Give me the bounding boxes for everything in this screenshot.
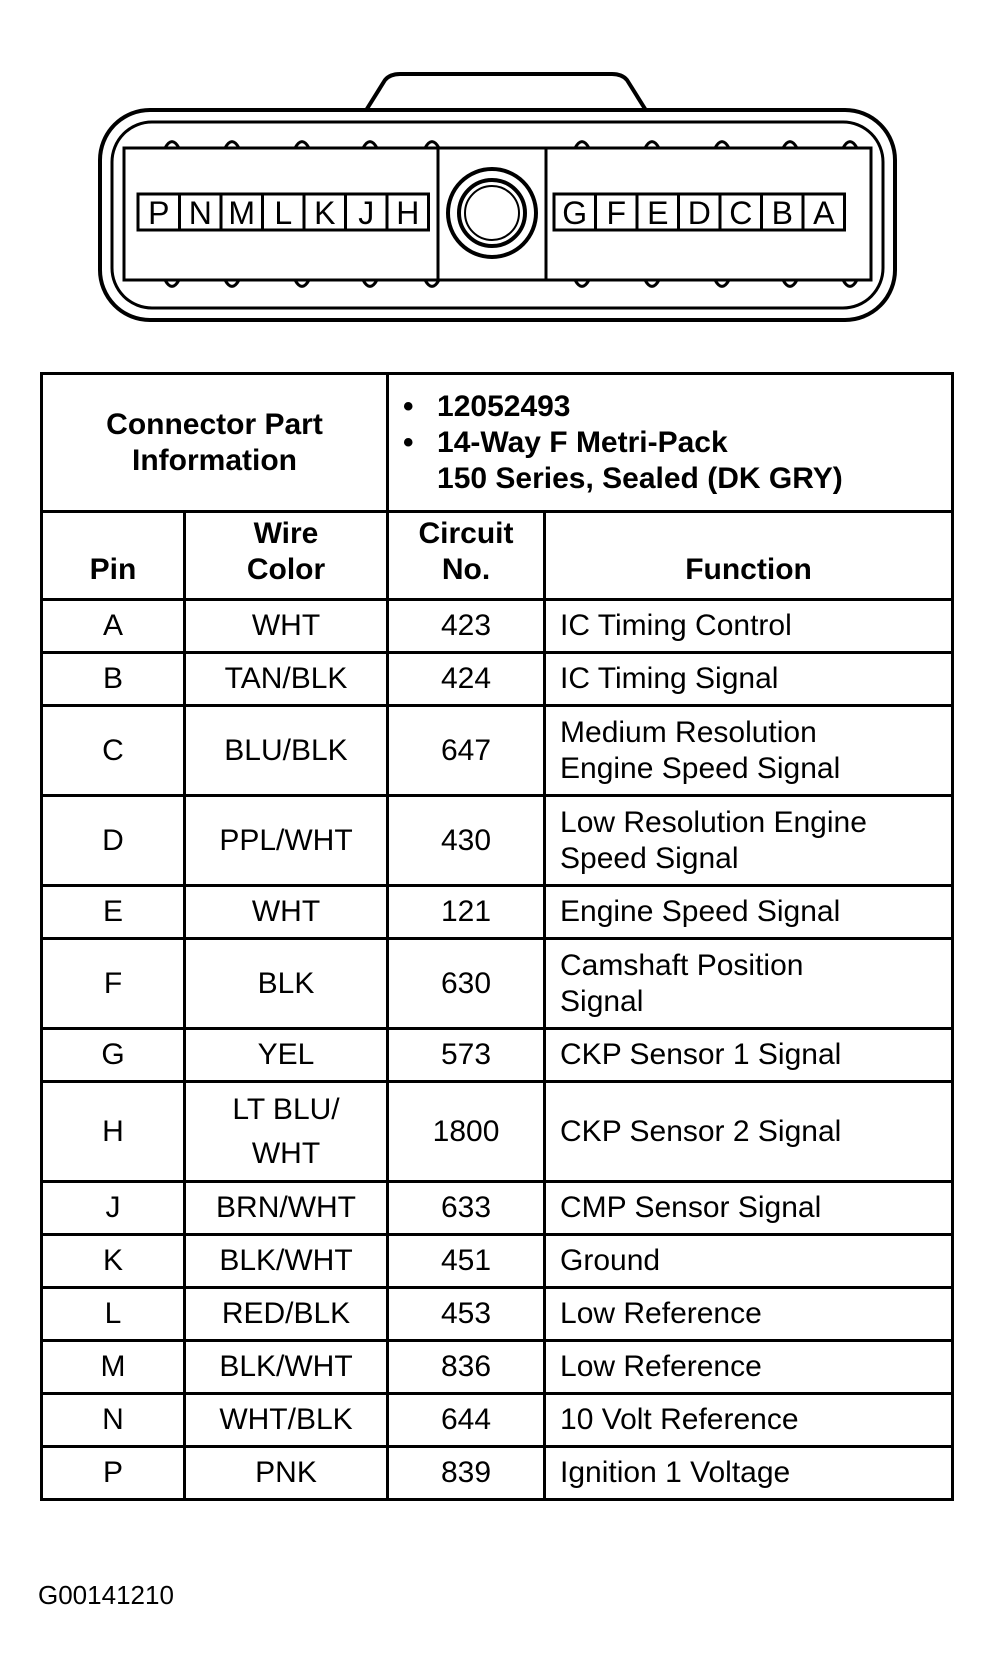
wire-color: BLK/WHT xyxy=(185,1235,388,1288)
pin-cavity-K xyxy=(304,194,346,231)
left-pin-row xyxy=(138,194,429,231)
pin-row-C xyxy=(42,706,953,796)
connector-face-diagram xyxy=(0,0,998,340)
pin-row-G xyxy=(42,1029,953,1082)
circuit-number: 836 xyxy=(388,1341,545,1394)
circuit-number: 451 xyxy=(388,1235,545,1288)
circuit-number: 573 xyxy=(388,1029,545,1082)
pin-header: Pin xyxy=(42,512,185,600)
circuit-number: 630 xyxy=(388,939,545,1029)
circuit-number: 647 xyxy=(388,706,545,796)
svg-text:J: J xyxy=(358,195,375,231)
pin-row-J xyxy=(42,1182,953,1235)
svg-text:G: G xyxy=(562,195,588,231)
pin-function: Camshaft Position Signal xyxy=(545,939,953,1029)
pin-letter: C xyxy=(42,706,185,796)
svg-text:B: B xyxy=(771,195,793,231)
pin-cavity-B xyxy=(762,194,804,231)
pin-cavity-N xyxy=(180,194,222,231)
column-header-row xyxy=(42,512,953,600)
pin-row-F xyxy=(42,939,953,1029)
svg-text:A: A xyxy=(813,195,835,231)
circuit-number: 424 xyxy=(388,653,545,706)
pin-function: Engine Speed Signal xyxy=(545,886,953,939)
figure-id: G00141210 xyxy=(38,1580,174,1610)
connector-info-label: Connector Part Information xyxy=(42,374,388,512)
wire-color: WHT xyxy=(185,886,388,939)
pin-function: IC Timing Control xyxy=(545,600,953,653)
pin-cavity-M xyxy=(221,194,263,231)
circuit-number: 644 xyxy=(388,1394,545,1447)
pin-cavity-D xyxy=(679,194,721,231)
circuit-number: 423 xyxy=(388,600,545,653)
pin-letter: N xyxy=(42,1394,185,1447)
pin-row-P xyxy=(42,1447,953,1500)
pin-row-H xyxy=(42,1082,953,1182)
circuit-number: 121 xyxy=(388,886,545,939)
pin-letter: K xyxy=(42,1235,185,1288)
circuit-number-header: Circuit No. xyxy=(388,512,545,600)
pin-function: 10 Volt Reference xyxy=(545,1394,953,1447)
pin-cavity-C xyxy=(720,194,762,231)
wire-color: PPL/WHT xyxy=(185,796,388,886)
svg-text:E: E xyxy=(647,195,669,231)
pin-letter: E xyxy=(42,886,185,939)
pin-function: CKP Sensor 2 Signal xyxy=(545,1082,953,1182)
pin-cavity-F xyxy=(596,194,638,231)
circuit-number: 839 xyxy=(388,1447,545,1500)
connector-description-line2: 150 Series, Sealed (DK GRY) xyxy=(437,461,843,495)
wire-color: LT BLU/ WHT xyxy=(185,1082,388,1182)
pin-row-M xyxy=(42,1341,953,1394)
wire-color-header: Wire Color xyxy=(185,512,388,600)
connector-info-row xyxy=(42,374,953,512)
svg-text:N: N xyxy=(188,195,212,231)
pin-row-B xyxy=(42,653,953,706)
pin-cavity-J xyxy=(346,194,388,231)
pin-letter: F xyxy=(42,939,185,1029)
wire-color: PNK xyxy=(185,1447,388,1500)
pin-function: Low Reference xyxy=(545,1288,953,1341)
part-number: 12052493 xyxy=(437,389,571,423)
connector-description-line1: 14-Way F Metri-Pack xyxy=(437,425,728,459)
wire-color: WHT xyxy=(185,600,388,653)
svg-text:P: P xyxy=(148,195,170,231)
pin-cavity-H xyxy=(387,194,429,231)
wire-color: WHT/BLK xyxy=(185,1394,388,1447)
pin-letter: A xyxy=(42,600,185,653)
pin-letter: D xyxy=(42,796,185,886)
pin-function: Ground xyxy=(545,1235,953,1288)
pin-letter: P xyxy=(42,1447,185,1500)
svg-text:K: K xyxy=(314,195,336,231)
pin-letter: L xyxy=(42,1288,185,1341)
pin-cavity-A xyxy=(803,194,845,231)
pin-function: IC Timing Signal xyxy=(545,653,953,706)
pin-row-N xyxy=(42,1394,953,1447)
circuit-number: 1800 xyxy=(388,1082,545,1182)
pin-row-D xyxy=(42,796,953,886)
svg-text:C: C xyxy=(729,195,753,231)
wire-color: YEL xyxy=(185,1029,388,1082)
svg-text:H: H xyxy=(396,195,420,231)
circuit-number: 430 xyxy=(388,796,545,886)
pin-letter: M xyxy=(42,1341,185,1394)
pin-function: CMP Sensor Signal xyxy=(545,1182,953,1235)
pin-letter: B xyxy=(42,653,185,706)
pin-cavity-E xyxy=(637,194,679,231)
pin-cavity-G xyxy=(554,194,596,231)
pin-function: Ignition 1 Voltage xyxy=(545,1447,953,1500)
wire-color: TAN/BLK xyxy=(185,653,388,706)
right-pin-row xyxy=(554,194,845,231)
wire-color: BLU/BLK xyxy=(185,706,388,796)
pin-row-L xyxy=(42,1288,953,1341)
circuit-number: 453 xyxy=(388,1288,545,1341)
pin-function: Low Reference xyxy=(545,1341,953,1394)
pin-cavity-P xyxy=(138,194,180,231)
pin-letter: H xyxy=(42,1082,185,1182)
pin-function: CKP Sensor 1 Signal xyxy=(545,1029,953,1082)
wire-color: RED/BLK xyxy=(185,1288,388,1341)
pin-letter: J xyxy=(42,1182,185,1235)
svg-text:F: F xyxy=(606,195,627,231)
pin-cavity-L xyxy=(263,194,305,231)
wire-color: BLK/WHT xyxy=(185,1341,388,1394)
wire-color: BRN/WHT xyxy=(185,1182,388,1235)
pin-function: Medium Resolution Engine Speed Signal xyxy=(545,706,953,796)
pin-row-A xyxy=(42,600,953,653)
svg-text:M: M xyxy=(228,195,256,231)
connector-info-value: • 12052493 • 14-Way F Metri-Pack 150 Series, Sealed (DK GRY) xyxy=(388,374,953,512)
function-header: Function xyxy=(545,512,953,600)
pin-letter: G xyxy=(42,1029,185,1082)
pin-row-E xyxy=(42,886,953,939)
svg-text:D: D xyxy=(687,195,711,231)
pin-function: Low Resolution Engine Speed Signal xyxy=(545,796,953,886)
circuit-number: 633 xyxy=(388,1182,545,1235)
pin-row-K xyxy=(42,1235,953,1288)
svg-text:L: L xyxy=(274,195,293,231)
wire-color: BLK xyxy=(185,939,388,1029)
connector-pin-table xyxy=(40,372,954,1501)
